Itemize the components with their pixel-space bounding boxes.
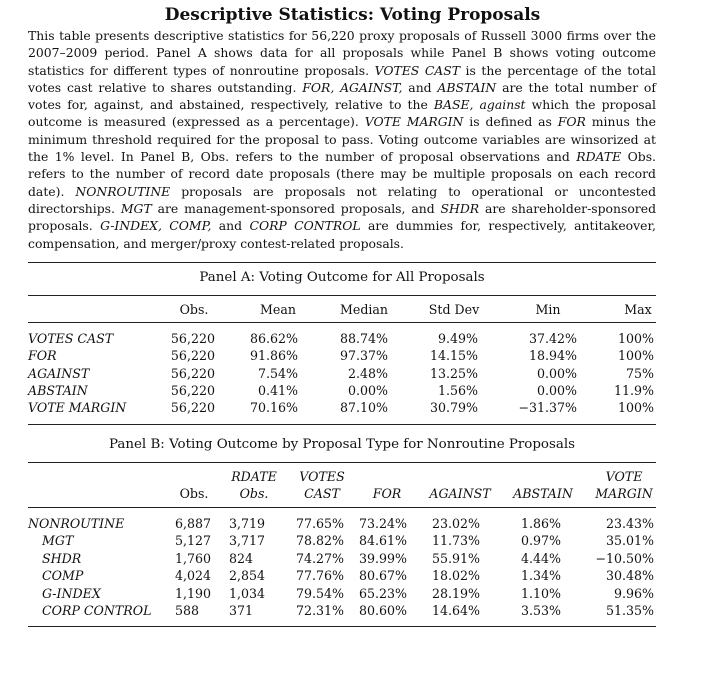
panel-b-cell: 1,760 <box>175 551 212 566</box>
table-title: Descriptive Statistics: Voting Proposals <box>164 5 541 25</box>
panel-b-cell: 74.27% <box>295 551 344 566</box>
panel-b-cell: 23.02% <box>431 516 480 531</box>
panel-a-cell: 87.10% <box>339 400 388 415</box>
panel-b-cell: 371 <box>229 603 254 618</box>
panel-a-row-label: VOTE MARGIN <box>28 400 127 415</box>
panel-a-cell: 37.42% <box>528 331 577 346</box>
panel-b-cell: 65.23% <box>358 586 407 601</box>
panel-a-cell: 0.00% <box>536 366 577 381</box>
panel-a-row-label: AGAINST <box>28 366 90 381</box>
panel-b-cell: 77.76% <box>295 568 344 583</box>
panel-b-column-header: FOR <box>372 486 402 501</box>
panel-a-cell: 56,220 <box>170 348 215 363</box>
panel-a-column-header: Max <box>624 302 652 317</box>
panel-a-cell: 9.49% <box>437 331 478 346</box>
caption-segment: FOR <box>557 114 586 130</box>
panel-b-cell: 4.44% <box>520 551 561 566</box>
caption-segment: are shareholder-sponsored proposals. <box>28 200 656 234</box>
caption-segment: NONROUTINE <box>75 183 171 199</box>
panel-b-cell: 1,190 <box>175 586 212 601</box>
panel-b-cell: 80.67% <box>358 568 407 583</box>
panel-b-column-header: CAST <box>304 486 340 501</box>
caption-segment: Obs. refers to the number of record date proposals (there may be multiple proposals on each record date). <box>28 149 656 199</box>
panel-b-row-label: SHDR <box>42 551 82 566</box>
panel-b-bottom-rule <box>28 626 656 627</box>
panel-b-cell: 18.02% <box>431 568 480 583</box>
panel-a-cell: 1.56% <box>437 383 478 398</box>
panel-b-cell: 11.73% <box>431 533 480 548</box>
panel-a-row-label: FOR <box>28 348 57 363</box>
caption-segment: G-INDEX, COMP, <box>100 218 212 234</box>
panel-b-cell: 30.48% <box>605 568 654 583</box>
panel-a-title-rule <box>28 295 656 296</box>
caption-segment: RDATE <box>576 149 622 165</box>
panel-a-cell: 11.9% <box>613 383 654 398</box>
caption-segment: and <box>211 218 250 234</box>
caption-segment: is defined as <box>463 114 558 130</box>
caption-segment: proposals are proposals not relating to operational or uncontested directorships. <box>28 183 656 216</box>
panel-a-cell: 56,220 <box>170 383 215 398</box>
panel-b-column-header-top: VOTE <box>605 469 643 484</box>
caption-segment: are the total number of votes for, against, and abstained, respectively, relative to the <box>28 79 656 113</box>
panel-b-row-label: CORP CONTROL <box>42 603 152 618</box>
caption-segment: which the proposal outcome is measured (expressed as a percentage). <box>28 97 656 130</box>
panel-b-row-label: G-INDEX <box>42 586 101 601</box>
panel-b-row-label: MGT <box>42 533 74 548</box>
panel-a-column-header: Median <box>339 302 389 317</box>
panel-a-cell: 14.15% <box>429 348 478 363</box>
panel-b-column-header: AGAINST <box>429 486 491 501</box>
panel-a-header-rule <box>28 322 656 323</box>
caption-segment: are management-sponsored proposals, and <box>151 200 441 216</box>
panel-a-row-label: VOTES CAST <box>28 331 114 346</box>
caption-segment: minus the minimum threshold required for the proposal to pass. Voting outcome variables are winsorized at the 1% level. In Panel B, Obs. refers to the number of proposal observations and <box>28 114 656 165</box>
panel-b-cell: 1.34% <box>520 568 561 583</box>
panel-a-cell: 56,220 <box>170 331 215 346</box>
panel-a-cell: 13.25% <box>429 366 478 381</box>
panel-b-title: Panel B: Voting Outcome by Proposal Type for Nonroutine Proposals <box>108 437 576 452</box>
panel-b-column-header: Obs. <box>239 486 269 501</box>
panel-a-column-header: Min <box>535 302 561 317</box>
panel-a-cell: 70.16% <box>249 400 298 415</box>
panel-a-cell: 100% <box>617 331 654 346</box>
panel-b-cell: 4,024 <box>175 568 212 583</box>
panel-b-cell: 23.43% <box>605 516 654 531</box>
panel-b-cell: 6,887 <box>175 516 212 531</box>
panel-b-cell: 28.19% <box>431 586 480 601</box>
panel-b-cell: 0.97% <box>520 533 561 548</box>
caption-segment: This table presents descriptive statistics for 56,220 proxy proposals of Russell 3000 firms over the 2007–2009 period. Panel A shows data for all proposals while Panel B shows voting outcome statistics for different types of nonroutine proposals. <box>28 28 656 78</box>
panel-b-cell: 5,127 <box>175 533 212 548</box>
panel-a-cell: 18.94% <box>528 348 577 363</box>
panel-b-cell: 824 <box>229 551 254 566</box>
panel-b-cell: 72.31% <box>295 603 344 618</box>
panel-b-cell: 1.10% <box>520 586 561 601</box>
panel-b-cell: 3,719 <box>229 516 266 531</box>
panel-b-cell: 73.24% <box>358 516 407 531</box>
panel-b-cell: 77.65% <box>295 516 344 531</box>
caption-segment: are dummies for, respectively, antitakeover, compensation, and merger/proxy contest-related proposals. <box>28 218 656 251</box>
panel-a-bottom-rule <box>28 424 656 425</box>
panel-a-cell: 88.74% <box>339 331 388 346</box>
top-rule <box>28 262 656 263</box>
panel-b-cell: 2,854 <box>229 568 266 583</box>
caption-segment: FOR, AGAINST, <box>302 79 403 95</box>
panel-a-cell: 100% <box>617 348 654 363</box>
table-caption <box>28 27 656 252</box>
panel-a-cell: 97.37% <box>339 348 388 363</box>
caption-segment: VOTES CAST <box>374 62 461 78</box>
panel-b-row-label: NONROUTINE <box>28 516 125 531</box>
panel-a-cell: −31.37% <box>518 400 577 415</box>
panel-a-column-header: Std Dev <box>428 302 480 317</box>
panel-b-cell: 35.01% <box>605 533 654 548</box>
panel-b-cell: 3,717 <box>229 533 266 548</box>
panel-a-row-label: ABSTAIN <box>28 383 88 398</box>
panel-a-cell: 56,220 <box>170 400 215 415</box>
panel-a-cell: 30.79% <box>429 400 478 415</box>
panel-b-column-header: Obs. <box>179 486 209 501</box>
panel-a-cell: 75% <box>626 366 654 381</box>
caption-segment: MGT <box>120 200 152 216</box>
panel-b-cell: 9.96% <box>613 586 654 601</box>
panel-b-column-header-top: VOTES <box>299 469 345 484</box>
panel-b-cell: 51.35% <box>605 603 654 618</box>
panel-a-cell: 0.00% <box>536 383 577 398</box>
caption-segment: BASE, against <box>433 97 526 113</box>
panel-a-column-header: Obs. <box>179 302 209 317</box>
panel-b-cell: 84.61% <box>358 533 407 548</box>
caption-segment: SHDR <box>440 200 480 216</box>
panel-a-cell: 56,220 <box>170 366 215 381</box>
panel-a-cell: 2.48% <box>347 366 388 381</box>
panel-a-cell: 7.54% <box>257 366 298 381</box>
panel-a-cell: 0.00% <box>347 383 388 398</box>
caption-segment: ABSTAIN <box>437 79 497 95</box>
panel-b-cell: 1.86% <box>520 516 561 531</box>
caption-segment: VOTE MARGIN <box>364 114 464 130</box>
panel-b-column-header: MARGIN <box>595 486 653 501</box>
panel-b-column-header-top: RDATE <box>231 469 277 484</box>
panel-a-cell: 0.41% <box>257 383 298 398</box>
panel-a-cell: 86.62% <box>249 331 298 346</box>
panel-b-cell: 39.99% <box>358 551 407 566</box>
panel-b-cell: 14.64% <box>431 603 480 618</box>
caption-segment: and <box>402 79 438 95</box>
panel-a-column-header: Mean <box>260 302 296 317</box>
panel-b-title-rule <box>28 462 656 463</box>
panel-b-cell: 79.54% <box>295 586 344 601</box>
panel-b-header-rule <box>28 507 656 508</box>
panel-b-cell: 55.91% <box>431 551 480 566</box>
panel-b-cell: 3.53% <box>520 603 561 618</box>
caption-segment: CORP CONTROL <box>249 218 361 234</box>
panel-b-cell: 80.60% <box>358 603 407 618</box>
panel-b-cell: 588 <box>175 603 200 618</box>
panel-b-column-header: ABSTAIN <box>513 486 573 501</box>
panel-a-title: Panel A: Voting Outcome for All Proposals <box>199 270 485 285</box>
caption-segment: is the percentage of the total votes cast relative to shares outstanding. <box>28 62 656 95</box>
panel-b-row-label: COMP <box>42 568 84 583</box>
panel-a-cell: 100% <box>617 400 654 415</box>
panel-b-cell: 78.82% <box>295 533 344 548</box>
panel-b-cell: 1,034 <box>229 586 266 601</box>
panel-a-cell: 91.86% <box>249 348 298 363</box>
panel-b-cell: −10.50% <box>595 551 654 566</box>
